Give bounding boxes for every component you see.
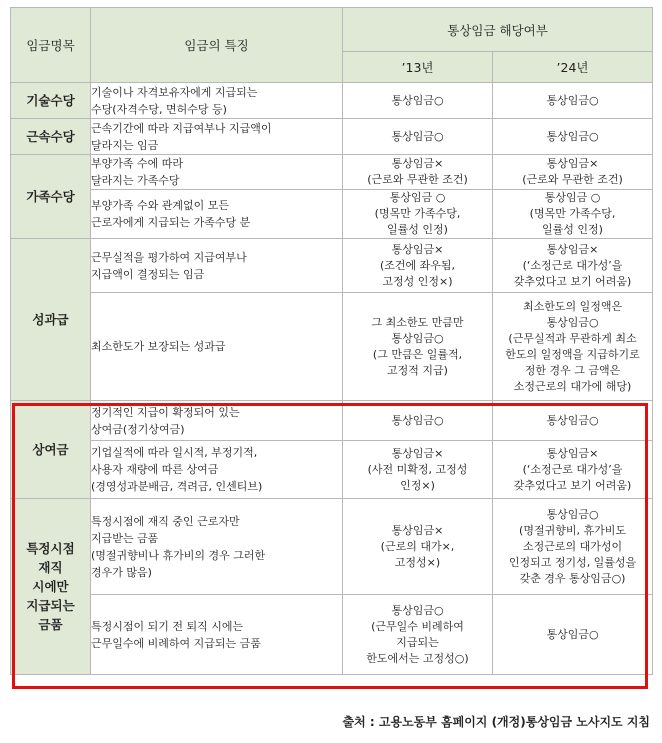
wage-feature-cell bbox=[91, 499, 343, 595]
status-2013-cell bbox=[343, 499, 493, 595]
status-2024-cell bbox=[493, 293, 653, 401]
table-row bbox=[11, 293, 653, 401]
wage-feature-cell bbox=[91, 239, 343, 293]
status-2013-cell bbox=[343, 441, 493, 499]
header-ordinary-wage-status: 통상임금 해당여부 bbox=[343, 8, 653, 52]
cell-line: 통상임금○ bbox=[391, 413, 444, 427]
cell-line: 통상임금× bbox=[391, 242, 444, 256]
cell-line: 소정근로의 대가성이 bbox=[522, 539, 623, 553]
wage-name-cell bbox=[11, 499, 91, 675]
cell-line: 특정시점이 되기 전 퇴직 시에는 bbox=[91, 619, 244, 633]
cell-line: (근무일수 비례하여 bbox=[371, 619, 464, 633]
wage-feature-cell bbox=[91, 595, 343, 675]
cell-line: (사전 미확정, 고정성 bbox=[367, 462, 468, 476]
cell-line: 그 최소한도 만큼만 bbox=[371, 315, 464, 329]
source-caption: 출처 : 고용노동부 홈페이지 (개정)통상임금 노사지도 지침 bbox=[342, 715, 650, 729]
table-row bbox=[11, 595, 653, 675]
cell-line: 시에만 bbox=[32, 579, 69, 594]
wage-feature-cell bbox=[91, 293, 343, 401]
cell-line: 근속수당 bbox=[26, 129, 75, 144]
cell-line: 한도에서는 고정성○) bbox=[366, 651, 469, 665]
wage-name-cell bbox=[11, 83, 91, 119]
cell-line: (근무실적과 무관하게 최소 bbox=[508, 331, 637, 345]
status-2024-cell bbox=[493, 239, 653, 293]
cell-line: 통상임금× bbox=[391, 446, 444, 460]
cell-line: 통상임금× bbox=[391, 523, 444, 537]
cell-line: 상여금(정기상여금) bbox=[91, 422, 185, 436]
cell-line: 근로자에게 지급되는 가족수당 분 bbox=[91, 216, 251, 229]
status-2013-cell bbox=[343, 401, 493, 441]
table-row bbox=[11, 155, 653, 190]
table-row bbox=[11, 119, 653, 155]
cell-line: 사용자 재량에 따른 상여금 bbox=[91, 463, 219, 476]
cell-line: 지급되는 bbox=[26, 598, 75, 613]
cell-line: (조건에 좌우됨, bbox=[379, 258, 456, 272]
status-2024-cell bbox=[493, 83, 653, 119]
cell-line: 고정성×) bbox=[394, 555, 441, 569]
cell-line: 갖추었다고 보기 어려움) bbox=[513, 274, 632, 288]
cell-line: 갖춘 경우 통상임금○) bbox=[519, 571, 626, 585]
cell-line: 통상임금○ bbox=[546, 93, 599, 107]
status-2013-cell bbox=[343, 119, 493, 155]
cell-line: (명목만 가족수당, bbox=[374, 207, 461, 220]
wage-feature-cell bbox=[91, 119, 343, 155]
cell-line: (명절귀향비나 휴가비의 경우 그러한 bbox=[91, 548, 266, 562]
table-row bbox=[11, 441, 653, 499]
cell-line: 수당(자격수당, 면허수당 등) bbox=[91, 102, 227, 116]
cell-line: 기술수당 bbox=[26, 93, 75, 108]
cell-line: 통상임금× bbox=[546, 157, 599, 170]
cell-line: 갖추었다고 보기 어려움) bbox=[513, 478, 632, 492]
cell-line: 고정성 인정×) bbox=[382, 274, 453, 288]
status-2013-cell bbox=[343, 155, 493, 190]
cell-line: 통상임금 ○ bbox=[389, 191, 446, 204]
cell-line: 통상임금× bbox=[546, 446, 599, 460]
cell-line: 근무일수에 비례하여 지급되는 금품 bbox=[91, 636, 261, 650]
table-row bbox=[11, 401, 653, 441]
cell-line: 기술이나 자격보유자에게 지급되는 bbox=[91, 85, 258, 99]
cell-line: 통상임금○ bbox=[391, 129, 444, 143]
table-row bbox=[11, 499, 653, 595]
cell-line: 일률성 인정) bbox=[387, 223, 448, 236]
status-2013-cell bbox=[343, 595, 493, 675]
status-2024-cell bbox=[493, 595, 653, 675]
table-row bbox=[11, 239, 653, 293]
status-2013-cell bbox=[343, 239, 493, 293]
status-2013-cell bbox=[343, 83, 493, 119]
cell-line: 인정되고 정기성, 일률성을 bbox=[508, 555, 637, 569]
status-2013-cell bbox=[343, 293, 493, 401]
cell-line: 지급받는 금품 bbox=[91, 531, 159, 545]
cell-line: 고정적 지급) bbox=[387, 363, 448, 377]
cell-line: 지급되는 bbox=[396, 635, 439, 649]
wage-feature-cell bbox=[91, 190, 343, 239]
cell-line: (명목만 가족수당, bbox=[529, 207, 616, 220]
cell-line: 특정시점 bbox=[26, 541, 75, 556]
cell-line: 정기적인 지급이 확정되어 있는 bbox=[91, 405, 240, 419]
cell-line: (명절귀향비, 휴가비도 bbox=[519, 523, 626, 537]
cell-line: 기업실적에 따라 일시적, 부정기적, bbox=[91, 446, 258, 459]
cell-line: 통상임금○ bbox=[546, 627, 599, 641]
cell-line: 통상임금○ bbox=[546, 507, 599, 521]
wage-feature-cell bbox=[91, 401, 343, 441]
status-2024-cell bbox=[493, 401, 653, 441]
cell-line: 통상임금○ bbox=[546, 315, 599, 329]
cell-line: 인정×) bbox=[400, 478, 435, 492]
status-2024-cell bbox=[493, 441, 653, 499]
cell-line: 통상임금○ bbox=[546, 129, 599, 143]
status-2013-cell bbox=[343, 190, 493, 239]
cell-line: 금품 bbox=[38, 617, 63, 632]
cell-line: (근로와 무관한 조건) bbox=[367, 173, 468, 186]
cell-line: 달라지는 가족수당 bbox=[91, 174, 180, 187]
wage-name-cell bbox=[11, 155, 91, 239]
cell-line: 통상임금○ bbox=[391, 93, 444, 107]
cell-line: 최소한도가 보장되는 성과급 bbox=[91, 340, 226, 353]
cell-line: 달라지는 임금 bbox=[91, 138, 159, 152]
table-row bbox=[11, 83, 653, 119]
cell-line: 성과급 bbox=[32, 312, 69, 327]
cell-line: 부양가족 수에 따라 bbox=[91, 157, 184, 170]
wage-name-cell bbox=[11, 119, 91, 155]
cell-line: 일률성 인정) bbox=[542, 223, 603, 236]
cell-line: 통상임금× bbox=[546, 242, 599, 256]
status-2024-cell bbox=[493, 499, 653, 595]
cell-line: (근로와 무관한 조건) bbox=[522, 173, 623, 186]
cell-line: 통상임금○ bbox=[391, 603, 444, 617]
wage-name-cell bbox=[11, 401, 91, 499]
wage-name-cell bbox=[11, 239, 91, 401]
cell-line: (근로의 대가×, bbox=[380, 539, 455, 553]
table-row bbox=[11, 190, 653, 239]
header-wage-feature: 임금의 특징 bbox=[91, 8, 343, 83]
cell-line: 통상임금○ bbox=[546, 413, 599, 427]
cell-line: 지급액이 결정되는 임금 bbox=[91, 267, 205, 281]
status-2024-cell bbox=[493, 119, 653, 155]
header-year-2013: ’13년 bbox=[343, 52, 493, 83]
header-wage-name: 임금명목 bbox=[11, 8, 91, 83]
status-2024-cell bbox=[493, 190, 653, 239]
cell-line: (경영성과분배금, 격려금, 인센티브) bbox=[91, 480, 263, 493]
cell-line: 통상임금× bbox=[391, 157, 444, 170]
wage-feature-cell bbox=[91, 441, 343, 499]
header-year-2024: ’24년 bbox=[493, 52, 653, 83]
cell-line: 부양가족 수와 관계없이 모든 bbox=[91, 199, 230, 212]
cell-line: 통상임금○ bbox=[391, 331, 444, 345]
cell-line: 통상임금 ○ bbox=[544, 191, 601, 204]
cell-line: 한도의 일정액을 지급하기로 bbox=[505, 347, 640, 361]
cell-line: (‘소정근로 대가성’을 bbox=[522, 462, 623, 476]
cell-line: 근무실적을 평가하여 지급여부나 bbox=[91, 250, 247, 264]
status-2024-cell bbox=[493, 155, 653, 190]
cell-line: 재직 bbox=[38, 560, 63, 575]
cell-line: 최소한도의 일정액은 bbox=[522, 299, 623, 313]
cell-line: 근속기간에 따라 지급여부나 지급액이 bbox=[91, 121, 272, 135]
wage-table bbox=[10, 7, 653, 675]
cell-line: 경우가 많음) bbox=[91, 565, 152, 579]
cell-line: 가족수당 bbox=[26, 189, 75, 204]
cell-line: 정한 경우 그 금액은 bbox=[524, 363, 621, 377]
cell-line: 소정근로의 대가에 해당) bbox=[513, 379, 632, 393]
wage-feature-cell bbox=[91, 83, 343, 119]
wage-feature-cell bbox=[91, 155, 343, 190]
cell-line: 특정시점에 재직 중인 근로자만 bbox=[91, 514, 240, 528]
cell-line: (그 만큼은 일률적, bbox=[372, 347, 463, 361]
cell-line: 상여금 bbox=[32, 442, 69, 457]
cell-line: (‘소정근로 대가성’을 bbox=[522, 258, 623, 272]
